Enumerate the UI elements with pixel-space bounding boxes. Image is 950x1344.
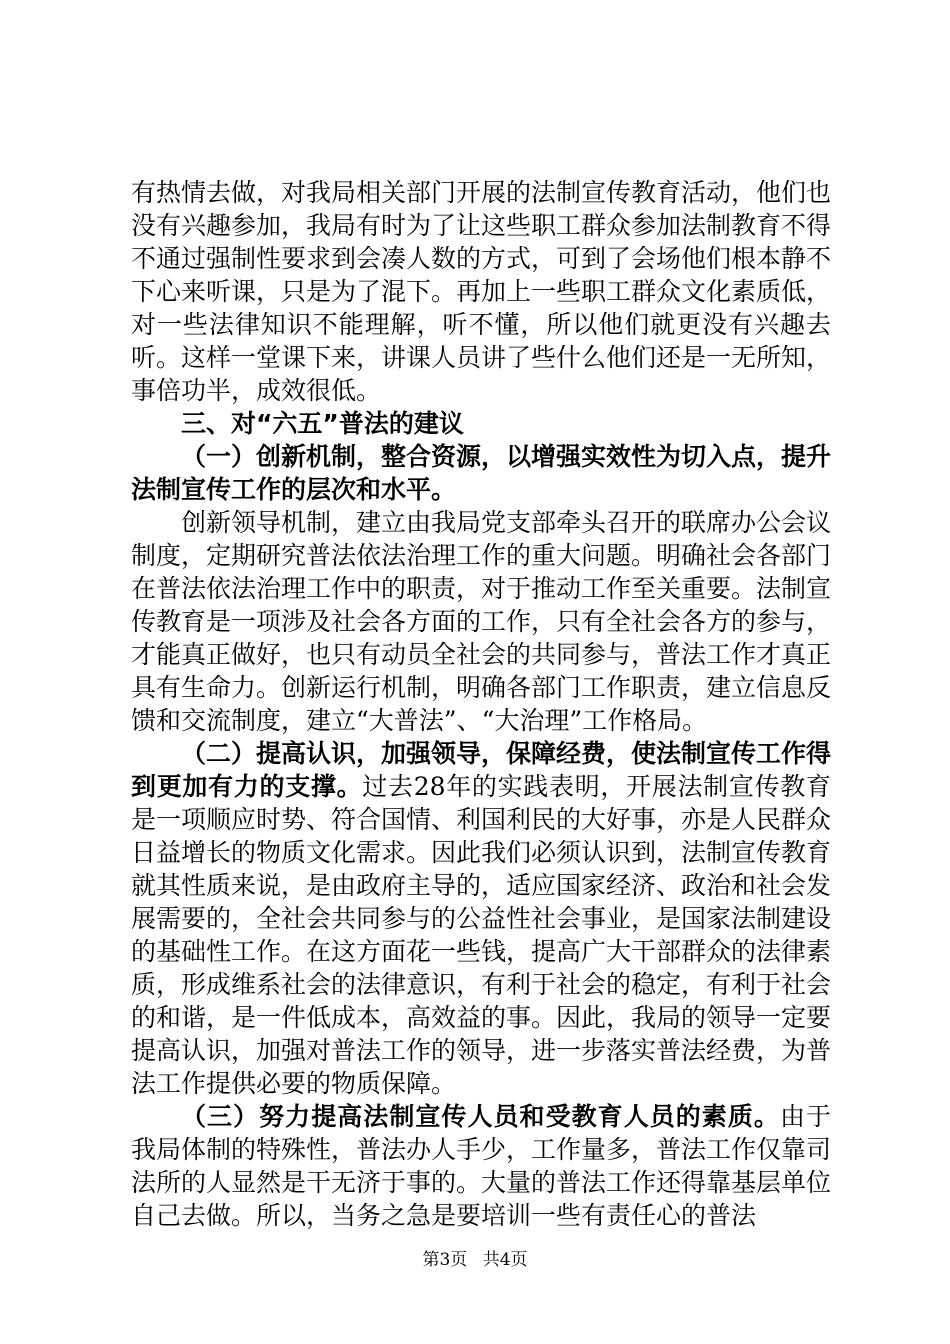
paragraph-funding (131, 737, 831, 1100)
document-body (131, 176, 831, 1232)
paragraph-innovation: 创新领导机制，建立由我局党支部牵头召开的联席办公会议制度，定期研究普法依法治理工作的重大问题。明确社会各部门在普法依法治理工作中的职责，对于推动工作至关重要。法制宣传教育是一项涉及社会各方面的工作，只有全社会各方的参与，才能真正做好，也只有动员全社会的共同参与，普法工作才真正具有生命力。创新运行机制，明确各部门工作职责，建立信息反馈和交流制度，建立“大普法”、“大治理”工作格局。 (131, 508, 832, 735)
item-heading-2: （二）提高认识，加强领导，保障经费，使法制宣传工作得到更加有力的支撑。 (131, 739, 832, 801)
page-total: 共4页 (482, 1250, 528, 1270)
paragraph-funding-body: 过去28年的实践表明，开展法制宣传教育是一项顺应时势、符合国情、利国利民的大好事，亦是人民群众日益增长的物质文化需求。因此我们必须认识到，法制宣传教育就其性质来说，是由政府主导的，适应国家经济、政治和社会发展需要的，全社会共同参与的公益性社会事业，是国家法制建设的基础性工作。在这方面花一些钱，提高广大干部群众的法律素质，形成维系社会的法律意识，有利于社会的稳定，有利于社会的和谐，是一件低成本，高效益的事。因此，我局的领导一定要提高认识，加强对普法工作的领导，进一步落实普法经费，为普法工作提供必要的物质保障。 (131, 772, 832, 1098)
paragraph-quality (131, 1100, 831, 1232)
paragraph-quality-body: 由于我局体制的特殊性，普法办人手少，工作量多，普法工作仅靠司法所的人显然是干无济于事的。大量的普法工作还得靠基层单位自己去做。所以，当务之急是要培训一些有责任心的普法 (131, 1102, 832, 1230)
section-heading-3: 三、对“六五”普法的建议 (181, 409, 464, 438)
item-heading-3: （三）努力提高法制宣传人员和受教育人员的素质。 (181, 1102, 780, 1131)
paragraph-continued: 有热情去做，对我局相关部门开展的法制宣传教育活动，他们也没有兴趣参加，我局有时为了让这些职工群众参加法制教育不得不通过强制性要求到会凑人数的方式，可到了会场他们根本静不下心来听课，只是为了混下。再加上一些职工群众文化素质低，对一些法律知识不能理解，听不懂，所以他们就更没有兴趣去听。这样一堂课下来，讲课人员讲了些什么他们还是一无所知，事倍功半，成效很低。 (131, 178, 832, 405)
page-number: 第3页 (422, 1250, 468, 1270)
page-footer (0, 1245, 950, 1270)
item-heading-1: （一）创新机制，整合资源，以增强实效性为切入点，提升法制宣传工作的层次和水平。 (131, 442, 832, 504)
